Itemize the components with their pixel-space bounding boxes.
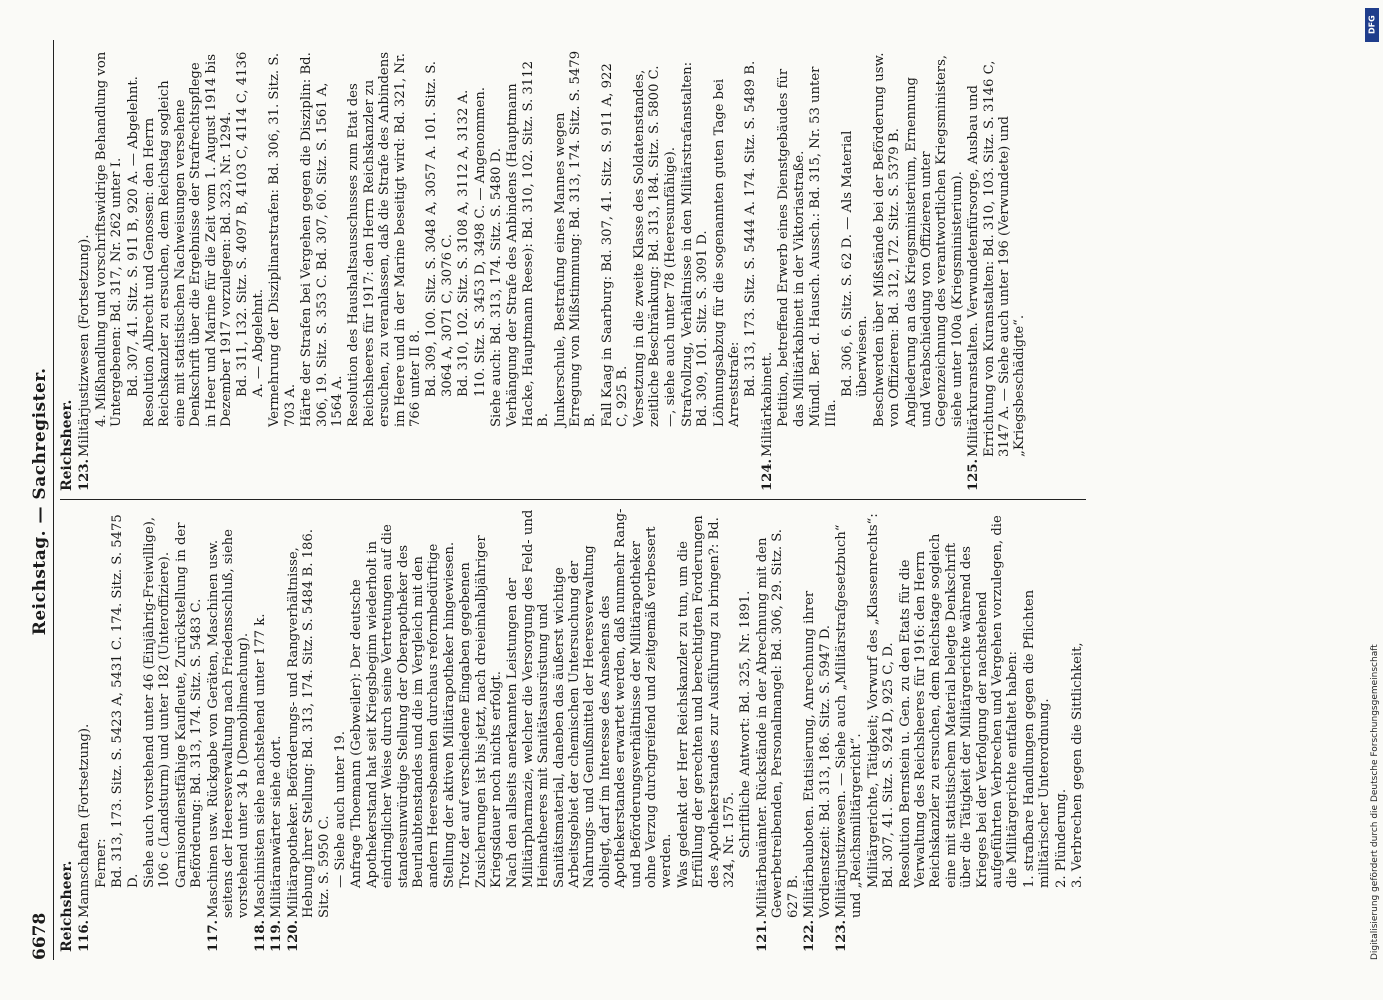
entry-number [94, 918, 109, 952]
index-entry [966, 48, 1028, 491]
entry-number [126, 457, 141, 491]
entry-number: 120. [285, 919, 301, 952]
entry-text: Mündl. Ber. d. Hausch. Aussch.: Bd. 315, Nr. 53 unter IIIa. [808, 66, 839, 427]
entry-number [349, 918, 457, 952]
index-entry [632, 48, 663, 491]
two-column-body [60, 40, 1086, 960]
entry-number: 125. [966, 458, 982, 491]
entry-text: Militärgerichte, Tätigkeit; Vorwurf des „Klassenrechts“: Bd. 307, 41. Sitz. S. 924 D, 925 C, D. [865, 513, 897, 888]
index-entry [77, 48, 92, 491]
entry-number [712, 457, 743, 491]
entry-number [600, 457, 631, 491]
entry-number [110, 918, 141, 952]
index-entry [299, 48, 345, 491]
index-entry [77, 508, 92, 952]
entry-text: Vermehrung der Disziplinarstrafen: Bd. 306, 31. Sitz. S. 703 A. [267, 52, 298, 427]
entry-number: 116. [77, 919, 93, 952]
index-entry [505, 48, 551, 491]
index-entry [267, 48, 298, 491]
entry-text: Bd. 307, 41. Sitz. S. 911 B, 920 A. — Abgelehnt. [125, 76, 141, 397]
index-entry [126, 48, 141, 491]
index-entry [424, 48, 455, 491]
index-entry [286, 508, 332, 952]
entry-text: Mannschaften (Fortsetzung). [77, 723, 93, 918]
entry-text: Militäranwärter siehe dort. [269, 735, 285, 918]
index-entry [235, 48, 266, 491]
entry-text: Maschinisten siehe nachstehend unter 177 k. [252, 613, 268, 918]
entry-number: 118. [252, 919, 268, 952]
entry-number [505, 918, 674, 952]
entry-text: Militärapotheker. Beförderungs- und Rangverhältnisse, Hebung ihrer Stellung: Bd. 313, 174. Sitz. S. 5484 B. 186. Sitz. S. 5950 C. [285, 529, 332, 918]
entry-number: 123. [77, 458, 93, 491]
entry-number [904, 457, 966, 491]
entry-text: Versetzung in die zweite Klasse des Soldatenstandes, zeitliche Beschränkung: Bd. 313, 184. Sitz. S. 5800 C. [631, 65, 663, 427]
entry-text: Bd. 311, 132. Sitz. S. 4097 B, 4103 C, 4114 C, 4136 A. — Abgelehnt. [235, 51, 266, 397]
index-entry [458, 508, 504, 952]
entry-text: Strafvollzug, Verhältnisse in den Militärstrafanstalten: Bd. 309, 101. Sitz. S. 3091 D. [679, 61, 711, 427]
entry-text: Resolution Albrecht und Genossen: den Herrn Reichskanzler zu ersuchen, dem Reichstag sogleich eine mit statistischen Nachweisungen versehene Denkschrift über die Ergebnisse der Strafrechtspflege in Heer und Marine für die Zeit vom 1. August 1914 bis Dezember 1917 vorzulegen: Bd. 323, Nr. 1294. [142, 54, 235, 427]
index-entry [142, 48, 234, 491]
index-entry [808, 48, 839, 491]
entry-number [456, 457, 471, 491]
index-entry [1022, 508, 1053, 952]
entry-text: Ferner: [93, 838, 109, 888]
entry-number [663, 457, 678, 491]
right-section-heading: Reichsheer. [59, 399, 75, 491]
entry-text: Angliederung an das Kriegsministerium, Ernennung und Verabschiedung von Offizieren unter Gegenzeichnung des verantwortlichen Kriegsministers, siehe unter 100a (Kriegsministerium). [903, 54, 965, 427]
entry-number [333, 918, 348, 952]
index-entry [505, 508, 674, 952]
index-entry [600, 48, 631, 491]
entry-number [299, 457, 345, 491]
entry-text: Härte der Strafen bei Vergehen gegen die Disziplin: Bd. 306, 19. Sitz. S. 353 C. Bd. 307, 60. Sitz. S. 1561 A, 1564 A. [299, 52, 345, 427]
entry-number [553, 457, 599, 491]
index-entry [253, 508, 268, 952]
entry-text: Militärkabinett. [759, 351, 775, 457]
index-entry [802, 508, 833, 952]
entry-number [424, 457, 455, 491]
right-column [60, 40, 1086, 500]
entry-text: Löhnungsabzug für die sogenannten guten Tage bei Arreststrafe: [711, 78, 743, 427]
entry-number [898, 918, 1021, 952]
entry-number [776, 457, 807, 491]
entry-number [680, 457, 711, 491]
entry-text: Militärjustizwesen (Fortsetzung). [77, 234, 93, 457]
entry-text: Militärbauboten. Etatisierung, Anrechnung ihrer Vordienstzeit: Bd. 313, 186. Sitz. S. 5947 D. [802, 590, 833, 918]
entry-number [632, 457, 663, 491]
index-entry [94, 48, 125, 491]
index-entry [755, 508, 801, 952]
index-entry [738, 508, 753, 952]
entry-text: Fall Kaag in Saarburg: Bd. 307, 41. Sitz. S. 911 A, 922 C, 925 B. [599, 63, 631, 427]
index-entry [840, 48, 871, 491]
entry-number [267, 457, 298, 491]
left-column [60, 500, 1086, 960]
entry-number [142, 918, 173, 952]
index-entry [349, 508, 457, 952]
entry-text: Trotz der auf verschiedene Eingaben gegebenen Zusicherungen ist bis jetzt, nach dreieinhalbjähriger Kriegsdauer noch nichts erfolgt. [458, 535, 504, 888]
entry-text: Petition, betreffend Erwerb eines Dienstgebäudes für das Militärkabinett in der Viktoriastraße. [776, 68, 807, 427]
entry-number: 119. [269, 919, 285, 952]
entry-text: Militärbauämter. Rückstände in der Abrechnung mit den Gewerbetreibenden, Personalmangel: Bd. 306, 29. Sitz. S. 627 B. [754, 529, 801, 918]
entry-text: Militärkuranstalten. Verwundetenfürsorge, Ausbau und Errichtung von Kuranstalten: Bd. 310, 103. Sitz. S. 3146 C, 3147 A. — Siehe auch unter 196 (Verwundete) und „Kriegsbeschädigte“. [966, 60, 1028, 457]
entry-number [473, 457, 488, 491]
index-entry [663, 48, 678, 491]
entry-text: Bd. 306, 6. Sitz. S. 62 D. — Als Material überwiesen. [839, 130, 871, 397]
entry-text: Bd. 313, 173. Sitz. S. 5423 A, 5431 C. 174. Sitz. S. 5475 D. [110, 514, 141, 888]
entry-number [235, 457, 266, 491]
entry-number [1054, 918, 1069, 952]
index-entry [760, 48, 775, 491]
entry-text: —, siehe auch unter 78 (Heeresunfähige). [663, 147, 679, 427]
dfg-logo-icon: DFG [1365, 8, 1379, 42]
index-entry [473, 48, 488, 491]
entry-number: 117. [205, 919, 221, 952]
index-entry [269, 508, 284, 952]
entry-number [458, 918, 504, 952]
index-entry [712, 48, 743, 491]
entry-text: Resolution des Haushaltsausschusses zum Etat des Reichsheeres für 1917: den Herrn Reichskanzler zu ersuchen, zu veranlassen, daß die Strafe des Anbindens im Heere und in der Marine beseitigt wird: Bd. 321, Nr. 766 unter II 8. [346, 52, 423, 427]
entry-text: Was gedenkt der Herr Reichskanzler zu tun, um die Erfüllung der gerechten und berechtigten Forderungen des Apothekerstandes zur Ausführung zu bringen?: Bd. 324, Nr. 1575. [675, 515, 738, 888]
entry-number: 121. [754, 919, 770, 952]
entry-text: Beschwerden über Mißstände bei der Beförderung usw. von Offizieren: Bd. 312, 172. Sitz. S. 5379 B. [871, 52, 903, 427]
entry-number [346, 457, 423, 491]
entry-text: Siehe auch vorstehend unter 46 (Einjährig-Freiwillige), 106 c (Landsturm) und unter 182 (Unteroffiziere). [142, 516, 173, 888]
entry-text: 4. Mißhandlung und vorschriftswidrige Behandlung von Untergebenen: Bd. 317, Nr. 262 unter I. [93, 51, 125, 427]
entry-number [142, 457, 234, 491]
entry-text: Junkerschule, Bestrafung eines Mannes wegen Erregung von Mißstimmung: Bd. 313, 174. Sitz. S. 5479 B. [552, 50, 599, 427]
left-section-heading: Reichsheer. [59, 860, 75, 952]
entry-number [808, 457, 839, 491]
running-title: Reichstag. — Sachregister. [30, 367, 50, 636]
index-entry [676, 508, 738, 952]
entry-number [1022, 918, 1053, 952]
entry-text: 3. Verbrechen gegen die Sittlichkeit, [1070, 642, 1085, 888]
index-entry [680, 48, 711, 491]
page-number: 6678 [30, 912, 50, 960]
entry-number [94, 457, 125, 491]
entry-number [174, 918, 205, 952]
entry-number [743, 457, 758, 491]
entry-text: Bd. 310, 102. Sitz. S. 3108 A, 3112 A, 3132 A. [456, 89, 472, 397]
index-entry [1054, 508, 1069, 952]
index-entry [872, 48, 903, 491]
entry-number [738, 918, 753, 952]
entry-number [1070, 918, 1085, 952]
index-entry [1070, 508, 1085, 952]
index-entry [174, 508, 205, 952]
entry-text: Nach den allseits anerkannten Leistungen der Militärpharmazie, welcher die Versorgung des Feld- und Heimatheeres mit Sanitätsausrüstung und Sanitätsmaterial, daneben das äußerst wichtige Arbeitsgebiet der chemischen Untersuchung der Nahrungs- und Genußmittel der Heeresverwaltung obliegt, darf im Interesse des Ansehens des Apothekerstandes erwartet werden, daß nunmehr Rang- und Beförderungsverhältnisse der Militärapotheker ohne Verzug durchgreifend und zeitgemäß verbessert werden. [505, 508, 675, 888]
entry-text: Siehe auch: Bd. 313, 174. Sitz. S. 5480 D. [488, 148, 504, 427]
entry-text: Garnisondienstfähige Kaufleute, Zurückstellung in der Beförderung: Bd. 313, 174. Sitz. S. 5483 C. [173, 522, 205, 888]
index-entry [898, 508, 1021, 952]
entry-number [505, 457, 551, 491]
index-entry [333, 508, 348, 952]
entry-number [676, 918, 738, 952]
entry-text: Anfrage Thoemann (Gebweiler): Der deutsche Apothekerstand hat seit Kriegsbeginn wiederholt in eindringlicher Weise durch seine Vertretungen auf die standesunwürdige Stellung der Oberapotheker des Beurlaubtenstandes und die im Vergleich mit den andern Heeresbeamten durchaus reformbedürftige Stellung der aktiven Militärapotheker hingewiesen. [349, 524, 457, 888]
entry-text: Maschinen usw. Rückgabe von Geräten, Maschinen usw. seitens der Heeresverwaltung nach Friedensschluß, siehe vorstehend unter 34 b (Demobilmachung). [205, 529, 252, 918]
index-entry [206, 508, 252, 952]
index-entry [776, 48, 807, 491]
index-entry [743, 48, 758, 491]
index-entry [110, 508, 141, 952]
entry-text: Verhängung der Strafe des Anbindens (Hauptmann Hacke, Hauptmann Reese): Bd. 310, 102. Sitz. S. 3112 B. [505, 61, 552, 427]
entry-number: 123. [833, 919, 849, 952]
digitization-credit: Digitalisierung gefördert durch die Deutsche Forschungsgemeinschaft [1370, 644, 1380, 960]
entry-number [872, 457, 903, 491]
index-entry [142, 508, 173, 952]
entry-number [840, 457, 871, 491]
index-entry [904, 48, 966, 491]
index-entry [553, 48, 599, 491]
entry-text: — Siehe auch unter 19. [332, 731, 348, 888]
entry-text: Resolution Bernstein u. Gen. zu den Etats für die Verwaltung des Reichsheeres für 1916: den Herrn Reichskanzler zu ersuchen, dem Reichstage sogleich eine mit statistischem Material belegte Denkschrift über die Tätigkeit der Militärgerichte während des Krieges bei der Verfolgung der nachstehend aufgeführten Verbrechen und Vergehen vorzulegen, die die Militärgerichte entfaltet haben: [897, 515, 1021, 888]
entry-text: Bd. 309, 100. Sitz. S. 3048 A, 3057 A. 101. Sitz. S. 3064 A, 3071 C, 3076 C. [424, 61, 455, 397]
entry-number: 122. [802, 919, 818, 952]
index-entry [456, 48, 471, 491]
entry-text: 2. Plünderung. [1053, 788, 1069, 888]
entry-text: Schriftliche Antwort: Bd. 325, Nr. 1891. [738, 590, 754, 858]
entry-text: Bd. 313, 173. Sitz. S. 5444 A. 174. Sitz. S. 5489 B. [743, 60, 759, 397]
entry-text: 110. Sitz. S. 3453 D, 3498 C. — Angenommen. [472, 87, 488, 397]
entry-number [489, 457, 504, 491]
index-entry [94, 508, 109, 952]
index-entry [489, 48, 504, 491]
entry-number: 124. [759, 458, 775, 491]
index-entry [346, 48, 423, 491]
index-entry [866, 508, 897, 952]
entry-text: Militärjustizwesen. — Siehe auch „Militärstrafgesetzbuch“ und „Reichsmilitärgericht“. [833, 524, 865, 918]
entry-text: 1. strafbare Handlungen gegen die Pflichten militärischer Unterordnung. [1021, 589, 1053, 888]
page-header [30, 40, 54, 960]
index-entry [834, 508, 865, 952]
entry-number [866, 918, 897, 952]
